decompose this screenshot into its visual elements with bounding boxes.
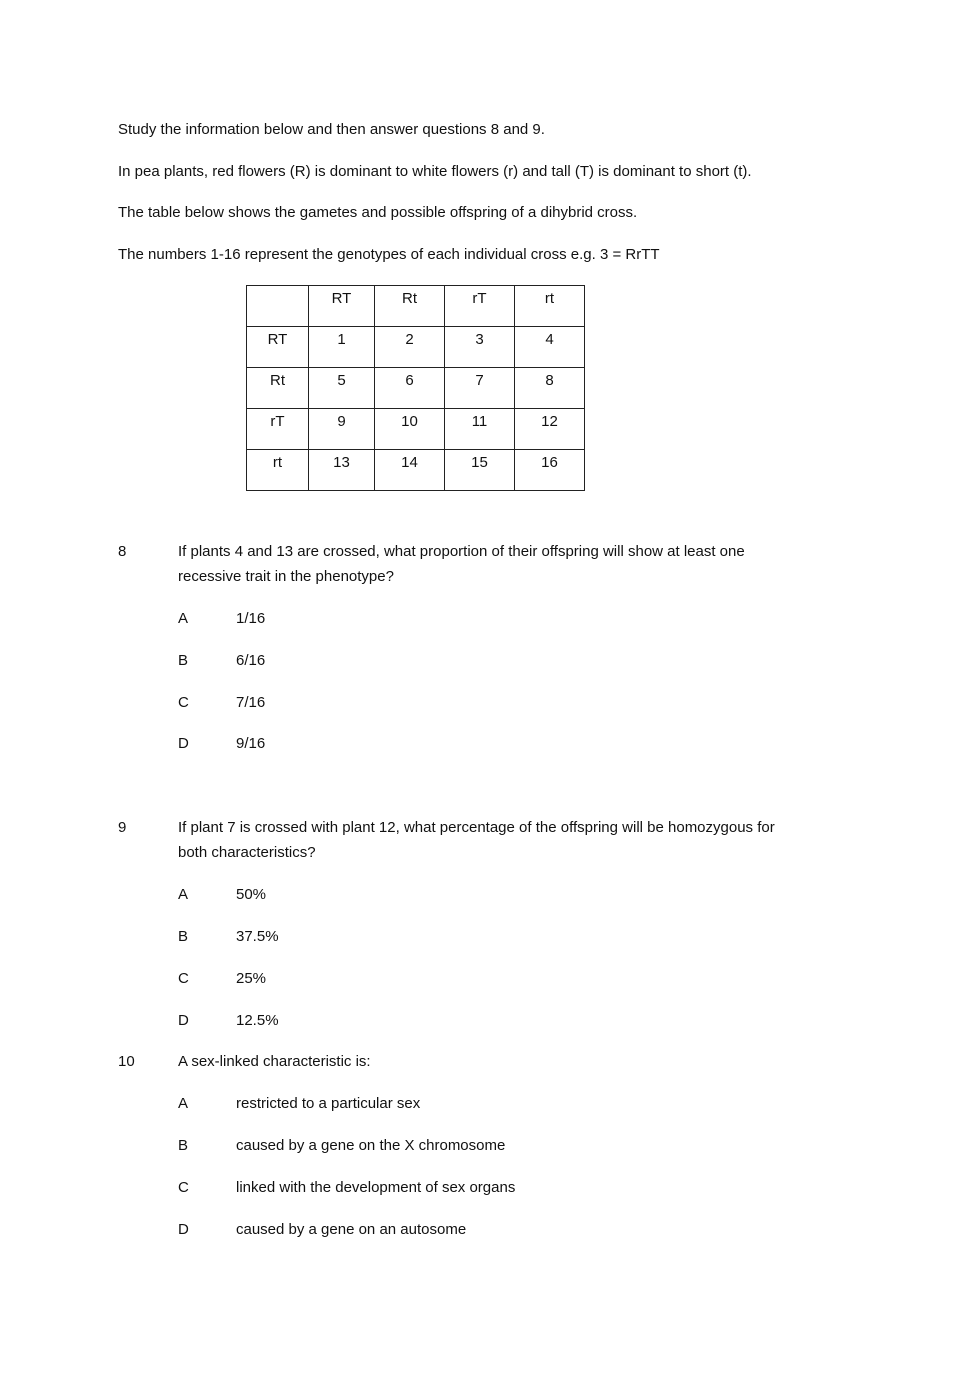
option-text: 50%	[236, 886, 267, 903]
table-cell: 3	[445, 327, 515, 368]
option-letter: A	[178, 610, 189, 627]
table-cell: 9	[309, 409, 375, 450]
table-cell: 8	[515, 368, 585, 409]
option-text: caused by a gene on an autosome	[236, 1221, 467, 1238]
option-text: 1/16	[236, 610, 266, 627]
option-letter: B	[178, 652, 189, 669]
table-cell: 11	[445, 409, 515, 450]
option-letter: B	[178, 1137, 189, 1154]
option-text: linked with the development of sex organs	[236, 1179, 516, 1196]
option-text: 37.5%	[236, 928, 279, 945]
table-row	[247, 450, 585, 491]
option-letter: A	[178, 1095, 189, 1112]
table-row	[247, 368, 585, 409]
table-cell: rt	[247, 450, 309, 491]
table-header-row	[247, 286, 585, 327]
table-cell: Rt	[247, 368, 309, 409]
table-cell: 4	[515, 327, 585, 368]
option-letter: D	[178, 1012, 189, 1029]
option-text: 25%	[236, 970, 267, 987]
intro-text: Study the information below and then answer questions 8 and 9.	[118, 121, 545, 138]
question-text: recessive trait in the phenotype?	[178, 568, 394, 585]
option-letter: C	[178, 970, 189, 987]
table-cell: 2	[375, 327, 445, 368]
punnett-square-table	[246, 285, 585, 491]
table-cell: 5	[309, 368, 375, 409]
intro-text: The numbers 1-16 represent the genotypes of each individual cross e.g. 3 = RrTT	[118, 246, 660, 263]
table-cell: 7	[445, 368, 515, 409]
option-letter: B	[178, 928, 189, 945]
table-cell: 12	[515, 409, 585, 450]
question-text: If plant 7 is crossed with plant 12, what percentage of the offspring will be homozygous for	[178, 819, 775, 836]
intro-text: In pea plants, red flowers (R) is dominant to white flowers (r) and tall (T) is dominant to short (t).	[118, 163, 752, 180]
question-number: 9	[118, 819, 127, 836]
question-text: both characteristics?	[178, 844, 316, 861]
option-letter: C	[178, 1179, 189, 1196]
table-cell: Rt	[375, 286, 445, 327]
option-letter: D	[178, 735, 189, 752]
table-cell: RT	[309, 286, 375, 327]
option-text: caused by a gene on the X chromosome	[236, 1137, 506, 1154]
option-text: restricted to a particular sex	[236, 1095, 421, 1112]
question-number: 10	[118, 1053, 135, 1070]
option-text: 12.5%	[236, 1012, 279, 1029]
table-cell: rT	[247, 409, 309, 450]
question-text: A sex-linked characteristic is:	[178, 1053, 371, 1070]
table-row	[247, 409, 585, 450]
table-cell: 15	[445, 450, 515, 491]
table-cell: 1	[309, 327, 375, 368]
table-cell: rT	[445, 286, 515, 327]
table-cell: 16	[515, 450, 585, 491]
option-text: 6/16	[236, 652, 266, 669]
option-letter: A	[178, 886, 189, 903]
table-cell: 13	[309, 450, 375, 491]
table-row	[247, 327, 585, 368]
intro-text: The table below shows the gametes and possible offspring of a dihybrid cross.	[118, 204, 638, 221]
option-text: 7/16	[236, 694, 266, 711]
option-text: 9/16	[236, 735, 266, 752]
table-cell	[247, 286, 309, 327]
option-letter: C	[178, 694, 189, 711]
question-text: If plants 4 and 13 are crossed, what proportion of their offspring will show at least one	[178, 543, 745, 560]
table-cell: rt	[515, 286, 585, 327]
table-cell: 6	[375, 368, 445, 409]
table-cell: 14	[375, 450, 445, 491]
option-letter: D	[178, 1221, 189, 1238]
table-cell: RT	[247, 327, 309, 368]
question-number: 8	[118, 543, 127, 560]
table-cell: 10	[375, 409, 445, 450]
